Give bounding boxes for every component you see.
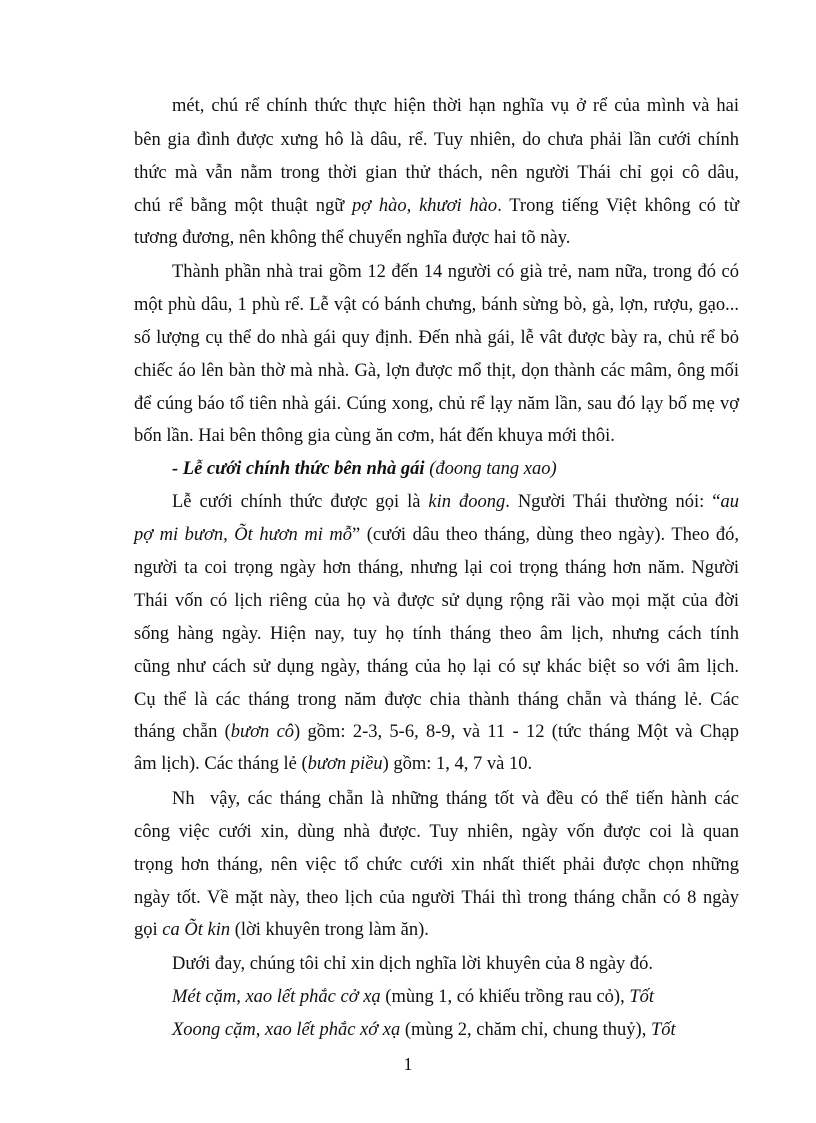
paragraph-line: tháng chẵn (bươn cô) gồm: 2-3, 5-6, 8-9, và 11 - 12 (tức tháng Một và Chạp — [134, 722, 739, 742]
paragraph-line: tương đương, nên không thể chuyển nghĩa được hai tõ này. — [134, 228, 571, 248]
paragraph-line: Nh vậy, các tháng chẵn là những tháng tốt và đều có thể tiến hành các — [172, 789, 739, 809]
paragraph-line: âm lịch). Các tháng lẻ (bươn piều) gồm: 1, 4, 7 và 10. — [134, 754, 533, 774]
page-number: 1 — [403, 1054, 413, 1074]
paragraph-line: trọng hơn tháng, nên việc tổ chức cưới xin nhất thiết phải được chọn những — [134, 855, 739, 875]
paragraph-line: mét, chú rể chính thức thực hiện thời hạn nghĩa vụ ở rể của mình và hai — [172, 96, 739, 116]
paragraph-line: cũng như cách sử dụng ngày, tháng của họ lại có sự khác biệt so với âm lịch. — [134, 657, 739, 677]
paragraph-line: sống hàng ngày. Hiện nay, tuy họ tính tháng theo âm lịch, nhưng cách tính — [134, 624, 739, 644]
paragraph-line: công việc cưới xin, dùng nhà được. Tuy nhiên, ngày vốn được coi là quan — [134, 822, 739, 842]
paragraph-line: một phù dâu, 1 phù rể. Lễ vật có bánh chưng, bánh sừng bò, gà, lợn, rượu, gạo... — [134, 295, 739, 315]
paragraph-line: Lễ cưới chính thức được gọi là kin đoong. Người Thái thường nói: “au — [172, 492, 739, 512]
paragraph-line: người ta coi trọng ngày hơn tháng, nhưng lại coi trọng tháng hơn năm. Người — [134, 558, 739, 578]
paragraph-line: Xoong cặm, xao lết phắc xớ xạ (mùng 2, chăm chỉ, chung thuỷ), Tốt — [172, 1020, 676, 1040]
paragraph-line: Thái vốn có lịch riêng của họ và được sử dụng rộng rãi vào mọi mặt của đời — [134, 591, 739, 611]
paragraph-line: bên gia đình được xưng hô là dâu, rể. Tuy nhiên, do chưa phải lần cưới chính — [134, 130, 739, 150]
section-heading: - Lễ cưới chính thức bên nhà gái (đoong tang xao) — [172, 459, 557, 479]
paragraph-line: số lượng cụ thể do nhà gái quy định. Đến nhà gái, lễ vât được bày ra, chủ rể bỏ — [134, 328, 739, 348]
paragraph-line: chú rể bằng một thuật ngữ pợ hào, khươi hào. Trong tiếng Việt không có từ — [134, 196, 739, 216]
paragraph-line: pợ mi bươn, Õt hươn mi mỗ” (cưới dâu theo tháng, dùng theo ngày). Theo đó, — [134, 525, 739, 545]
paragraph-line: chiếc áo lên bàn thờ mà nhà. Gà, lợn được mổ thịt, dọn thành các mâm, ông mối — [134, 361, 739, 381]
paragraph-line: Cụ thể là các tháng trong năm được chia thành tháng chẵn và tháng lẻ. Các — [134, 690, 739, 710]
paragraph-line: bốn lần. Hai bên thông gia cùng ăn cơm, hát đến khuya mới thôi. — [134, 426, 615, 446]
paragraph-line: ngày tốt. Về mặt này, theo lịch của người Thái thì trong tháng chẵn có 8 ngày — [134, 888, 739, 908]
paragraph-line: Thành phần nhà trai gồm 12 đến 14 người có già trẻ, nam nữa, trong đó có — [172, 262, 739, 282]
paragraph-line: Mét cặm, xao lết phắc cở xạ (mùng 1, có khiếu trồng rau cỏ), Tốt — [172, 987, 655, 1007]
paragraph-line: thức mà vẫn nằm trong thời gian thử thách, nên người Thái chỉ gọi cô dâu, — [134, 163, 739, 183]
paragraph-line: gọi ca Õt kin (lời khuyên trong làm ăn). — [134, 920, 429, 940]
paragraph-line: Dưới đay, chúng tôi chỉ xin dịch nghĩa lời khuyên của 8 ngày đó. — [172, 954, 654, 974]
paragraph-line: để cúng báo tổ tiên nhà gái. Cúng xong, chủ rể lạy năm lần, sau đó lạy bố mẹ vợ — [134, 394, 739, 414]
